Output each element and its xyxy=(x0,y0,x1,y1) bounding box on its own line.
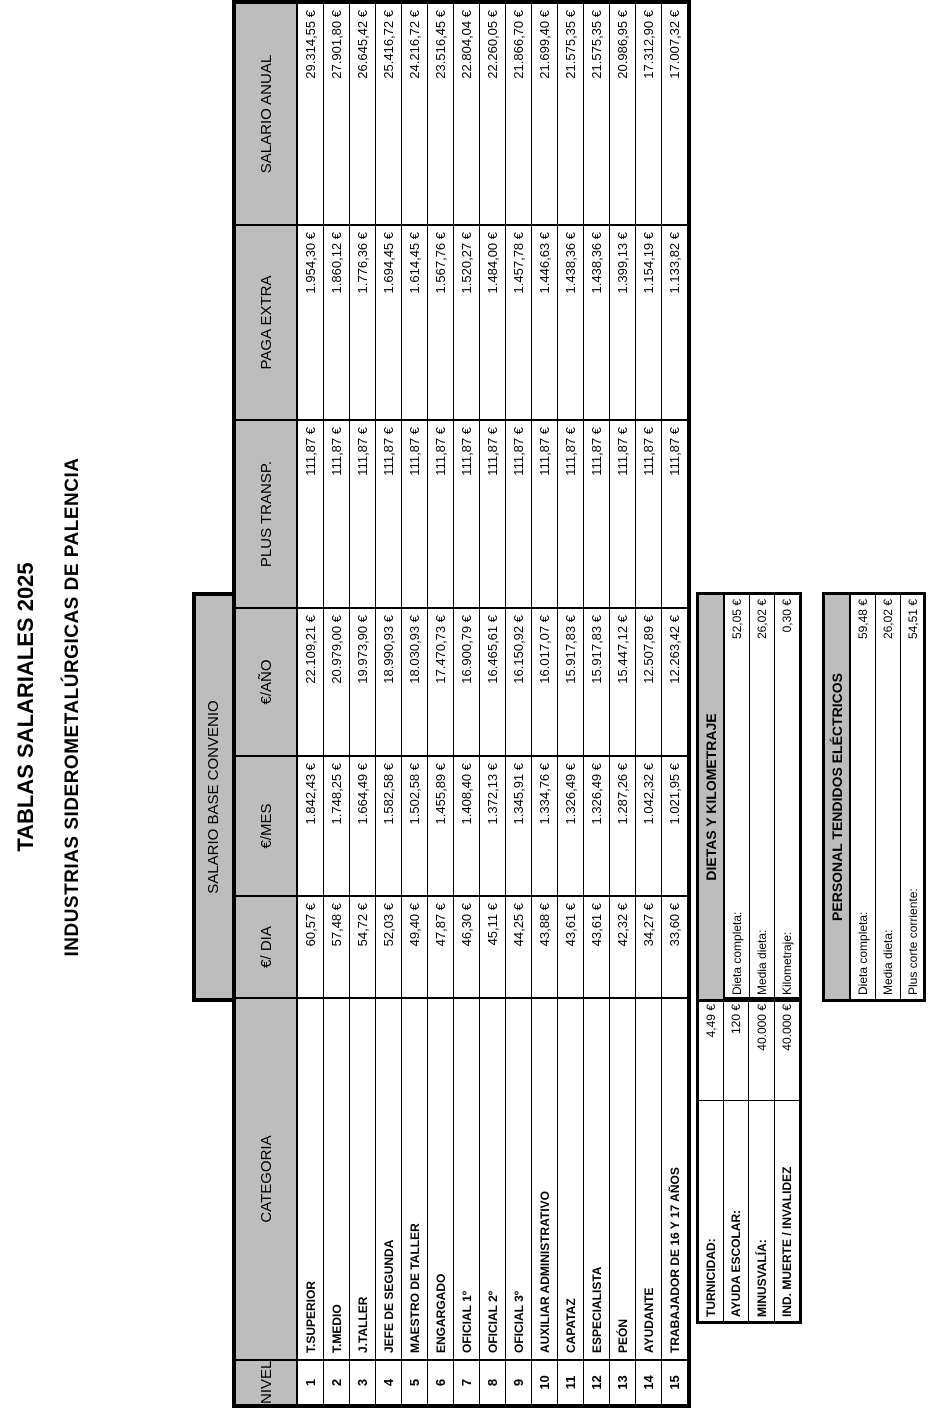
table-row xyxy=(454,2,480,1406)
dietas-value: 0,30 € xyxy=(775,595,800,715)
extras-label: TURNICIDAD: xyxy=(698,1101,724,1323)
dietas-box xyxy=(696,592,802,1002)
cell-eur-dia: 43,88 € xyxy=(532,896,558,998)
cell-salario-anual: 27.901,80 € xyxy=(324,2,350,225)
header-eur-dia: €/ DIA xyxy=(234,896,297,998)
cell-eur-mes: 1.842,43 € xyxy=(297,756,324,896)
cell-nivel: 12 xyxy=(584,1360,610,1406)
cell-salario-anual: 17.007,32 € xyxy=(662,2,690,225)
dietas-title: DIETAS Y KILOMETRAJE xyxy=(699,595,725,999)
extras-table xyxy=(696,997,802,1324)
cell-eur-mes: 1.455,89 € xyxy=(428,756,454,896)
cell-plus-transp: 111,87 € xyxy=(662,420,690,608)
cell-categoria: ESPECIALISTA xyxy=(584,998,610,1360)
header-plus-transp: PLUS TRANSP. xyxy=(234,420,297,608)
cell-paga-extra: 1.954,30 € xyxy=(297,225,324,420)
tendidos-label: Dieta completa: xyxy=(851,819,876,999)
cell-eur-ano: 18.030,93 € xyxy=(402,608,428,756)
cell-eur-ano: 19.973,90 € xyxy=(350,608,376,756)
cell-plus-transp: 111,87 € xyxy=(506,420,532,608)
tendidos-spacer xyxy=(851,715,876,819)
cell-eur-dia: 43,61 € xyxy=(558,896,584,998)
cell-categoria: PEÓN xyxy=(610,998,636,1360)
cell-eur-ano: 16.017,07 € xyxy=(532,608,558,756)
cell-nivel: 11 xyxy=(558,1360,584,1406)
tendidos-spacer xyxy=(876,715,901,819)
cell-nivel: 8 xyxy=(480,1360,506,1406)
extras-value: 120 € xyxy=(724,999,749,1101)
tendidos-label: Media dieta: xyxy=(876,819,901,999)
tendidos-table xyxy=(851,595,926,999)
tendidos-box xyxy=(822,592,926,1002)
tendidos-row xyxy=(851,595,876,999)
cell-categoria: OFICIAL 3º xyxy=(506,998,532,1360)
cell-categoria: AYUDANTE xyxy=(636,998,662,1360)
cell-eur-ano: 12.507,89 € xyxy=(636,608,662,756)
cell-paga-extra: 1.484,00 € xyxy=(480,225,506,420)
table-row xyxy=(636,2,662,1406)
cell-salario-anual: 21.575,35 € xyxy=(558,2,584,225)
table-row xyxy=(428,2,454,1406)
extras-row xyxy=(774,999,800,1323)
page-title: TABLAS SALARIALES 2025 xyxy=(13,562,38,852)
cell-eur-dia: 49,40 € xyxy=(402,896,428,998)
page-subtitle: INDUSTRIAS SIDEROMETALÚRGICAS DE PALENCIA xyxy=(62,457,83,957)
cell-eur-dia: 33,60 € xyxy=(662,896,690,998)
cell-categoria: ENGARGADO xyxy=(428,998,454,1360)
extras-value: 4,49 € xyxy=(698,999,724,1101)
dietas-value: 26,02 € xyxy=(750,595,775,715)
table-row xyxy=(350,2,376,1406)
cell-eur-ano: 16.150,92 € xyxy=(506,608,532,756)
cell-eur-ano: 15.917,83 € xyxy=(558,608,584,756)
cell-plus-transp: 111,87 € xyxy=(558,420,584,608)
cell-salario-anual: 21.699,40 € xyxy=(532,2,558,225)
extras-label: AYUDA ESCOLAR: xyxy=(724,1101,749,1323)
cell-eur-ano: 12.263,42 € xyxy=(662,608,690,756)
header-eur-mes: €/MES xyxy=(234,756,297,896)
cell-eur-dia: 54,72 € xyxy=(350,896,376,998)
header-salario-anual: SALARIO ANUAL xyxy=(234,2,297,225)
table-row xyxy=(480,2,506,1406)
dietas-spacer xyxy=(725,715,750,819)
cell-eur-mes: 1.345,91 € xyxy=(506,756,532,896)
cell-eur-mes: 1.326,49 € xyxy=(584,756,610,896)
cell-nivel: 6 xyxy=(428,1360,454,1406)
cell-plus-transp: 111,87 € xyxy=(350,420,376,608)
cell-paga-extra: 1.776,36 € xyxy=(350,225,376,420)
cell-paga-extra: 1.567,76 € xyxy=(428,225,454,420)
cell-paga-extra: 1.614,45 € xyxy=(402,225,428,420)
cell-paga-extra: 1.438,36 € xyxy=(558,225,584,420)
table-row xyxy=(402,2,428,1406)
cell-eur-ano: 15.447,12 € xyxy=(610,608,636,756)
cell-eur-mes: 1.021,95 € xyxy=(662,756,690,896)
cell-categoria: T.MEDIO xyxy=(324,998,350,1360)
cell-eur-mes: 1.372,13 € xyxy=(480,756,506,896)
salary-table-header-row xyxy=(234,2,297,1406)
cell-nivel: 3 xyxy=(350,1360,376,1406)
cell-eur-dia: 60,57 € xyxy=(297,896,324,998)
tendidos-row xyxy=(876,595,901,999)
tendidos-title: PERSONAL TENDIDOS ELÉCTRICOS xyxy=(825,595,851,999)
cell-eur-mes: 1.042,32 € xyxy=(636,756,662,896)
table-row xyxy=(584,2,610,1406)
cell-categoria: JEFE DE SEGUNDA xyxy=(376,998,402,1360)
table-row xyxy=(532,2,558,1406)
cell-plus-transp: 111,87 € xyxy=(324,420,350,608)
cell-salario-anual: 22.804,04 € xyxy=(454,2,480,225)
cell-nivel: 13 xyxy=(610,1360,636,1406)
cell-eur-mes: 1.748,25 € xyxy=(324,756,350,896)
cell-paga-extra: 1.399,13 € xyxy=(610,225,636,420)
table-row xyxy=(610,2,636,1406)
dietas-row xyxy=(775,595,800,999)
cell-eur-mes: 1.334,76 € xyxy=(532,756,558,896)
cell-eur-ano: 16.465,61 € xyxy=(480,608,506,756)
cell-eur-dia: 52,03 € xyxy=(376,896,402,998)
cell-categoria: J.TALLER xyxy=(350,998,376,1360)
cell-salario-anual: 21.866,70 € xyxy=(506,2,532,225)
extras-label: MINUSVALÍA: xyxy=(749,1101,774,1323)
table-row xyxy=(558,2,584,1406)
dietas-value: 52,05 € xyxy=(725,595,750,715)
dietas-label: Dieta completa: xyxy=(725,819,750,999)
cell-paga-extra: 1.520,27 € xyxy=(454,225,480,420)
dietas-label: Kilometraje: xyxy=(775,819,800,999)
cell-categoria: OFICIAL 1º xyxy=(454,998,480,1360)
cell-salario-anual: 24.216,72 € xyxy=(402,2,428,225)
cell-nivel: 15 xyxy=(662,1360,690,1406)
cell-eur-dia: 43,61 € xyxy=(584,896,610,998)
tendidos-value: 54,51 € xyxy=(901,595,926,715)
extras-label: IND. MUERTE / INVALIDEZ xyxy=(774,1101,800,1323)
dietas-spacer xyxy=(775,715,800,819)
cell-eur-ano: 22.109,21 € xyxy=(297,608,324,756)
cell-categoria: CAPATAZ xyxy=(558,998,584,1360)
cell-nivel: 14 xyxy=(636,1360,662,1406)
cell-eur-ano: 18.990,93 € xyxy=(376,608,402,756)
table-row xyxy=(506,2,532,1406)
cell-eur-mes: 1.664,49 € xyxy=(350,756,376,896)
salary-table xyxy=(232,0,691,1408)
extras-value: 40.000 € xyxy=(749,999,774,1101)
cell-eur-ano: 17.470,73 € xyxy=(428,608,454,756)
dietas-label: Media dieta: xyxy=(750,819,775,999)
cell-paga-extra: 1.694,45 € xyxy=(376,225,402,420)
tendidos-value: 59,48 € xyxy=(851,595,876,715)
cell-categoria: MAESTRO DE TALLER xyxy=(402,998,428,1360)
cell-categoria: TRABAJADOR DE 16 Y 17 AÑOS xyxy=(662,998,690,1360)
cell-nivel: 4 xyxy=(376,1360,402,1406)
cell-plus-transp: 111,87 € xyxy=(402,420,428,608)
header-categoria: CATEGORIA xyxy=(234,998,297,1360)
salario-base-header: SALARIO BASE CONVENIO xyxy=(192,592,232,1002)
cell-plus-transp: 111,87 € xyxy=(636,420,662,608)
cell-eur-mes: 1.502,58 € xyxy=(402,756,428,896)
cell-eur-dia: 45,11 € xyxy=(480,896,506,998)
cell-categoria: OFICIAL 2º xyxy=(480,998,506,1360)
cell-salario-anual: 26.645,42 € xyxy=(350,2,376,225)
cell-paga-extra: 1.133,82 € xyxy=(662,225,690,420)
table-row xyxy=(297,2,324,1406)
cell-eur-mes: 1.582,58 € xyxy=(376,756,402,896)
cell-eur-ano: 20.979,00 € xyxy=(324,608,350,756)
header-nivel: NIVEL xyxy=(234,1360,297,1406)
table-row xyxy=(662,2,690,1406)
cell-categoria: AUXILIAR ADMINISTRATIVO xyxy=(532,998,558,1360)
cell-eur-dia: 46,30 € xyxy=(454,896,480,998)
extras-row xyxy=(749,999,774,1323)
cell-eur-dia: 47,87 € xyxy=(428,896,454,998)
dietas-spacer xyxy=(750,715,775,819)
cell-plus-transp: 111,87 € xyxy=(376,420,402,608)
extras-row xyxy=(724,999,749,1323)
extras-value: 40.000 € xyxy=(774,999,800,1101)
cell-paga-extra: 1.438,36 € xyxy=(584,225,610,420)
cell-plus-transp: 111,87 € xyxy=(297,420,324,608)
cell-eur-ano: 15.917,83 € xyxy=(584,608,610,756)
cell-categoria: T.SUPERIOR xyxy=(297,998,324,1360)
cell-plus-transp: 111,87 € xyxy=(454,420,480,608)
cell-paga-extra: 1.860,12 € xyxy=(324,225,350,420)
cell-nivel: 9 xyxy=(506,1360,532,1406)
cell-salario-anual: 17.312,90 € xyxy=(636,2,662,225)
dietas-table xyxy=(725,595,800,999)
table-row xyxy=(324,2,350,1406)
cell-eur-mes: 1.326,49 € xyxy=(558,756,584,896)
cell-nivel: 10 xyxy=(532,1360,558,1406)
cell-eur-mes: 1.408,40 € xyxy=(454,756,480,896)
header-paga-extra: PAGA EXTRA xyxy=(234,225,297,420)
cell-salario-anual: 22.260,05 € xyxy=(480,2,506,225)
cell-paga-extra: 1.457,78 € xyxy=(506,225,532,420)
cell-eur-ano: 16.900,79 € xyxy=(454,608,480,756)
header-eur-ano: €/AÑO xyxy=(234,608,297,756)
dietas-row xyxy=(750,595,775,999)
cell-nivel: 1 xyxy=(297,1360,324,1406)
tendidos-row xyxy=(901,595,926,999)
cell-nivel: 5 xyxy=(402,1360,428,1406)
cell-paga-extra: 1.154,19 € xyxy=(636,225,662,420)
cell-salario-anual: 23.516,45 € xyxy=(428,2,454,225)
extras-row xyxy=(698,999,724,1323)
cell-plus-transp: 111,87 € xyxy=(428,420,454,608)
cell-eur-mes: 1.287,26 € xyxy=(610,756,636,896)
cell-salario-anual: 29.314,55 € xyxy=(297,2,324,225)
cell-salario-anual: 20.986,95 € xyxy=(610,2,636,225)
tendidos-spacer xyxy=(901,715,926,819)
cell-nivel: 2 xyxy=(324,1360,350,1406)
cell-nivel: 7 xyxy=(454,1360,480,1406)
tendidos-label: Plus corte corriente: xyxy=(901,819,926,999)
cell-paga-extra: 1.446,63 € xyxy=(532,225,558,420)
cell-plus-transp: 111,87 € xyxy=(532,420,558,608)
cell-plus-transp: 111,87 € xyxy=(480,420,506,608)
cell-eur-dia: 34,27 € xyxy=(636,896,662,998)
cell-salario-anual: 25.416,72 € xyxy=(376,2,402,225)
cell-eur-dia: 57,48 € xyxy=(324,896,350,998)
cell-plus-transp: 111,87 € xyxy=(610,420,636,608)
cell-plus-transp: 111,87 € xyxy=(584,420,610,608)
tendidos-value: 26,02 € xyxy=(876,595,901,715)
dietas-row xyxy=(725,595,750,999)
cell-eur-dia: 44,25 € xyxy=(506,896,532,998)
cell-eur-dia: 42,32 € xyxy=(610,896,636,998)
cell-salario-anual: 21.575,35 € xyxy=(584,2,610,225)
table-row xyxy=(376,2,402,1406)
